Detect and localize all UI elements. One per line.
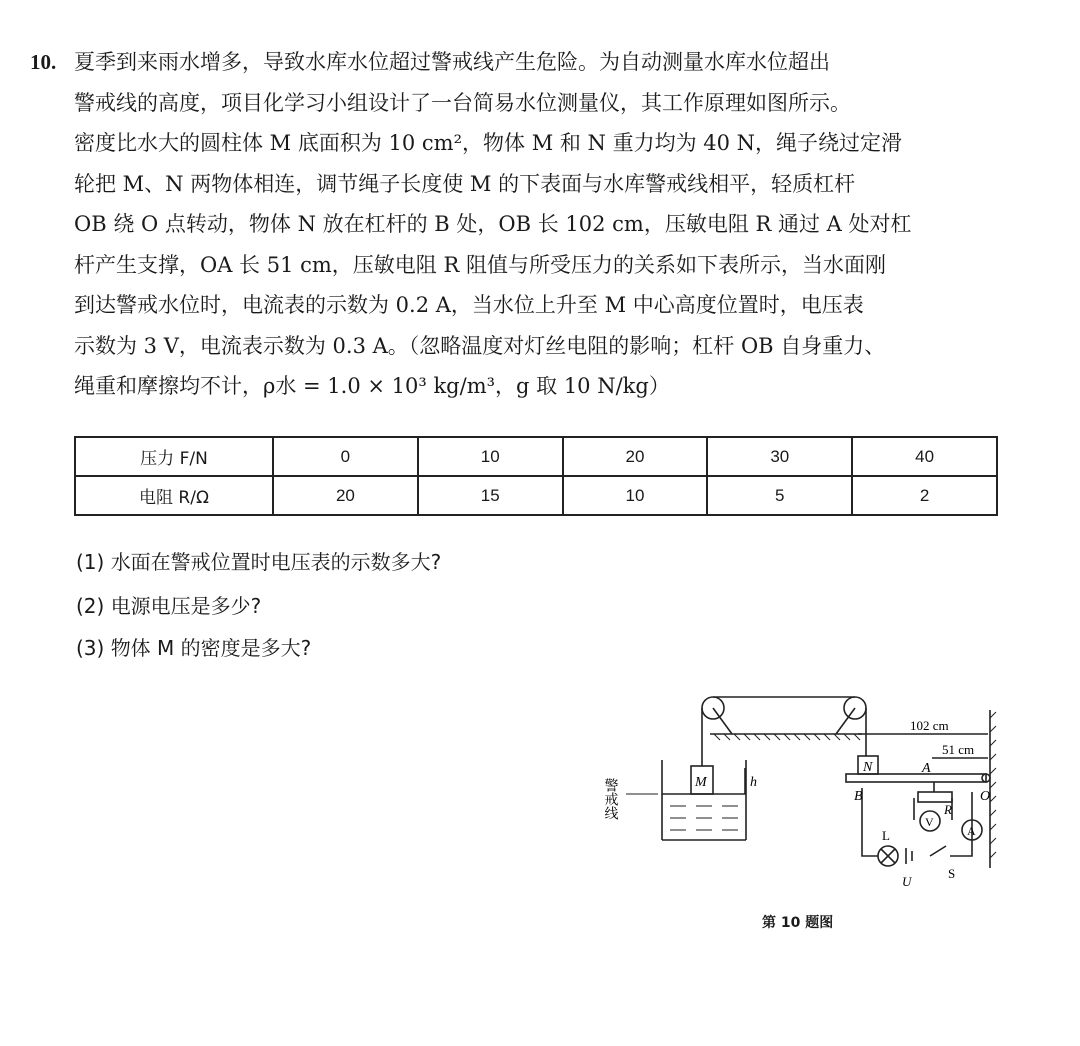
question-number: 10. — [30, 50, 57, 74]
table-cell: 2 — [852, 476, 997, 515]
label-r: R — [944, 802, 952, 817]
problem-line: 警戒线的高度，项目化学习小组设计了一台简易水位测量仪，其工作原理如图所示。 — [74, 90, 851, 115]
problem-line: OB 绕 O 点转动，物体 N 放在杠杆的 B 处，OB 长 102 cm，压敏电阻 R 通过 A 处对杠 — [74, 212, 912, 236]
label-u: U — [902, 874, 912, 889]
problem-line: 绳重和摩擦均不计，ρ水 = 1.0 × 10³ kg/m³，g 取 10 N/kg） — [74, 374, 670, 398]
label-n: N — [863, 760, 873, 775]
problem-line: 杆产生支撑，OA 长 51 cm，压敏电阻 R 阻值与所受压力的关系如下表所示，当水面刚 — [74, 252, 886, 277]
figure-caption: 第 10 题图 — [762, 915, 834, 931]
label-l: L — [882, 828, 890, 843]
problem-line: 10. 夏季到来雨水增多，导致水库水位超过警戒线产生危险。为自动测量水库水位超出 — [30, 42, 1005, 83]
table-cell: 40 — [852, 437, 997, 476]
apparatus-figure — [600, 688, 1020, 903]
label-ammeter: A — [967, 824, 976, 838]
sub-question-1: (1) 水面在警戒位置时电压表的示数多大? — [76, 550, 442, 574]
problem-text — [30, 42, 1005, 407]
problem-line: 示数为 3 V，电流表示数为 0.3 A。（忽略温度对灯丝电阻的影响；杠杆 OB 自身重力、 — [74, 333, 886, 358]
label-v: V — [925, 815, 934, 829]
sub-question-2: (2) 电源电压是多少? — [76, 594, 262, 618]
label-o: O — [980, 789, 991, 804]
problem-line: 轮把 M、N 两物体相连，调节绳子长度使 M 的下表面与水库警戒线相平，轻质杠杆 — [74, 171, 856, 196]
label-m: M — [695, 775, 707, 790]
label-s: S — [948, 866, 956, 881]
problem-paragraph — [30, 42, 1005, 407]
label-warning-line: 警戒线 — [602, 778, 618, 820]
label-51cm: 51 cm — [942, 742, 975, 757]
apparatus-diagram — [600, 688, 1020, 903]
table-header-resistance: 电阻 R/Ω — [75, 476, 273, 515]
table-cell: 10 — [418, 437, 563, 476]
label-a: A — [922, 761, 931, 776]
pressure-resistance-table — [74, 436, 998, 516]
table-cell: 10 — [563, 476, 708, 515]
table-row — [75, 437, 997, 476]
table-cell: 15 — [418, 476, 563, 515]
problem-line: 到达警戒水位时，电流表的示数为 0.2 A，当水位上升至 M 中心高度位置时，电压表 — [74, 293, 864, 317]
table-row — [75, 476, 997, 515]
label-102cm: 102 cm — [910, 718, 949, 733]
table-cell: 30 — [707, 437, 852, 476]
label-h: h — [750, 775, 757, 790]
problem-line: 密度比水大的圆柱体 M 底面积为 10 cm²，物体 M 和 N 重力均为 40 N，绳子绕过定滑 — [74, 131, 903, 155]
table-cell: 20 — [563, 437, 708, 476]
table-cell: 0 — [273, 437, 418, 476]
table-cell: 5 — [707, 476, 852, 515]
sub-question-3: (3) 物体 M 的密度是多大? — [76, 636, 312, 660]
table-header-force: 压力 F/N — [75, 437, 273, 476]
label-b: B — [854, 789, 863, 804]
table-cell: 20 — [273, 476, 418, 515]
